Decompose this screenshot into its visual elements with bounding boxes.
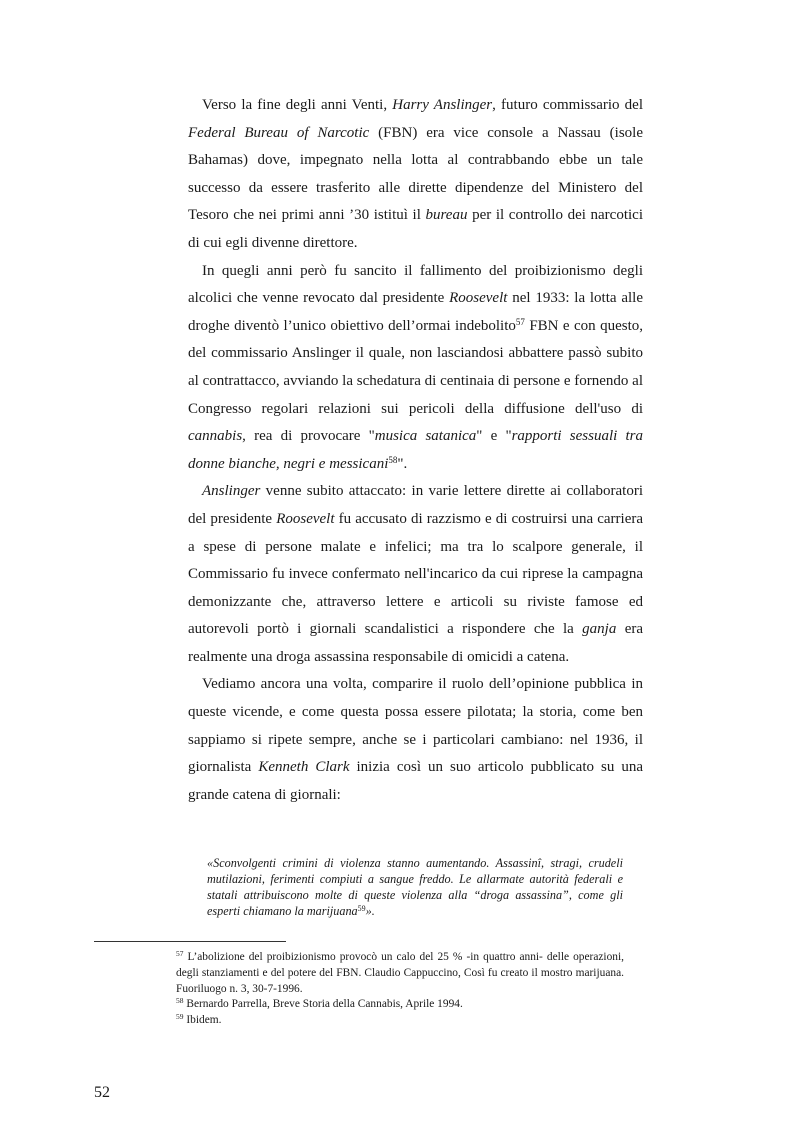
- footnote-text: Ibidem.: [183, 1014, 222, 1027]
- footnote: [176, 950, 624, 997]
- footnotes: [176, 950, 624, 1029]
- text-run: «Sconvolgenti crimini di violenza stanno aumentando. Assassinî, stragi, crudeli mutilazioni, ferimenti compiuti a sangue freddo. Le allarmate autorità federali e statali attribuiscono molte di queste violenza alla “droga assassina”, come gli esperti chiamano la marijuana: [207, 856, 623, 918]
- footnote-number: 59: [176, 1012, 184, 1022]
- footnote-ref: 59: [357, 904, 366, 913]
- italic-text: Federal Bureau of Narcotic: [188, 124, 370, 141]
- body-text: [188, 92, 643, 809]
- page-number: 52: [94, 1084, 110, 1101]
- italic-text: Kenneth Clark: [258, 759, 350, 776]
- text-run: fu accusato di razzismo e di costruirsi una carriera a spese di persone malate e infelici; ma tra lo scalpore generale, il Commissario fu invece confermato nell'incarico da cui riprese la campagna demonizzante che, attraverso lettere e articoli su riviste famose ed autorevoli portò i giornali scandalistici a rispondere che la: [188, 510, 644, 638]
- text-run: (FBN) era vice console a Nassau (isole Bahamas) dove, impegnato nella lotta al contrabbando ebbe un tale successo da essere trasferito alle dirette dipendenze del Ministero del Tesoro che nei primi anni ’30 istituì il: [188, 124, 644, 224]
- footnote-ref: 57: [515, 316, 525, 327]
- text-run: FBN e con questo, del commissario Anslinger il quale, non lasciandosi abbattere passò subito al contrattacco, avviando la schedatura di centinaia di persone e fornendo al Congresso regolari relazioni sui pericoli della diffusione dell'uso di: [188, 317, 643, 417]
- italic-text: Roosevelt: [276, 510, 335, 527]
- footnote: [176, 1013, 624, 1029]
- text-run: ".: [397, 455, 408, 472]
- text-run: per il controllo dei narcotici di cui egli divenne direttore.: [188, 207, 643, 251]
- text-run: venne subito attaccato: in varie lettere dirette ai collaboratori del presidente: [188, 483, 643, 527]
- italic-text: cannabis: [188, 428, 243, 445]
- italic-text: Roosevelt: [449, 290, 508, 307]
- footnote: [176, 997, 624, 1013]
- italic-text: ganja: [582, 621, 617, 638]
- footnote-ref: 58: [388, 454, 398, 465]
- italic-text: bureau: [425, 207, 468, 224]
- italic-text: Anslinger: [202, 483, 261, 500]
- text-run: era realmente una droga assassina responsabile di omicidi a catena.: [188, 621, 643, 665]
- italic-text: rapporti sessuali tra donne bianche, negri e messicani: [188, 428, 643, 472]
- paragraph: [188, 92, 643, 258]
- text-run: nel 1933: la lotta alle droghe diventò l’unico obiettivo dell’ormai indebolito: [188, 290, 643, 334]
- block-quote: [207, 855, 623, 919]
- footnote-number: 57: [176, 949, 184, 958]
- paragraph: [188, 258, 643, 479]
- text-run: , futuro commissario del: [492, 97, 643, 113]
- paragraph: [188, 478, 643, 671]
- text-run: Verso la fine degli anni Venti,: [202, 97, 393, 113]
- footnote-separator: [94, 941, 286, 942]
- italic-text: Harry Anslinger: [392, 97, 493, 113]
- footnote-text: Bernardo Parrella, Breve Storia della Cannabis, Aprile 1994.: [183, 998, 463, 1011]
- text-run: Vediamo ancora una volta, comparire il ruolo dell’opinione pubblica in queste vicende, e come questa possa essere pilotata; la storia, come ben sappiamo si ripete sempre, anche se i particolari cambiano: nel 1936, il giornalista: [188, 676, 643, 776]
- italic-text: musica satanica: [374, 428, 477, 445]
- text-run: ».: [365, 904, 375, 918]
- paragraph: [188, 671, 643, 809]
- text-run: inizia così un suo articolo pubblicato su una grande catena di giornali:: [188, 759, 643, 803]
- text-run: " e ": [476, 428, 512, 445]
- text-run: In quegli anni però fu sancito il fallimento del proibizionismo degli alcolici che venne revocato dal presidente: [188, 262, 643, 307]
- footnote-number: 58: [176, 996, 184, 1006]
- footnote-text: L’abolizione del proibizionismo provocò un calo del 25 % -in quattro anni- delle operazioni, degli stanziamenti e del potere del FBN. Claudio Cappuccino, Così fu creato il mostro marijuana. Fuoriluogo n. 3, 30-7-1996.: [176, 951, 624, 995]
- text-run: , rea di provocare ": [242, 428, 375, 445]
